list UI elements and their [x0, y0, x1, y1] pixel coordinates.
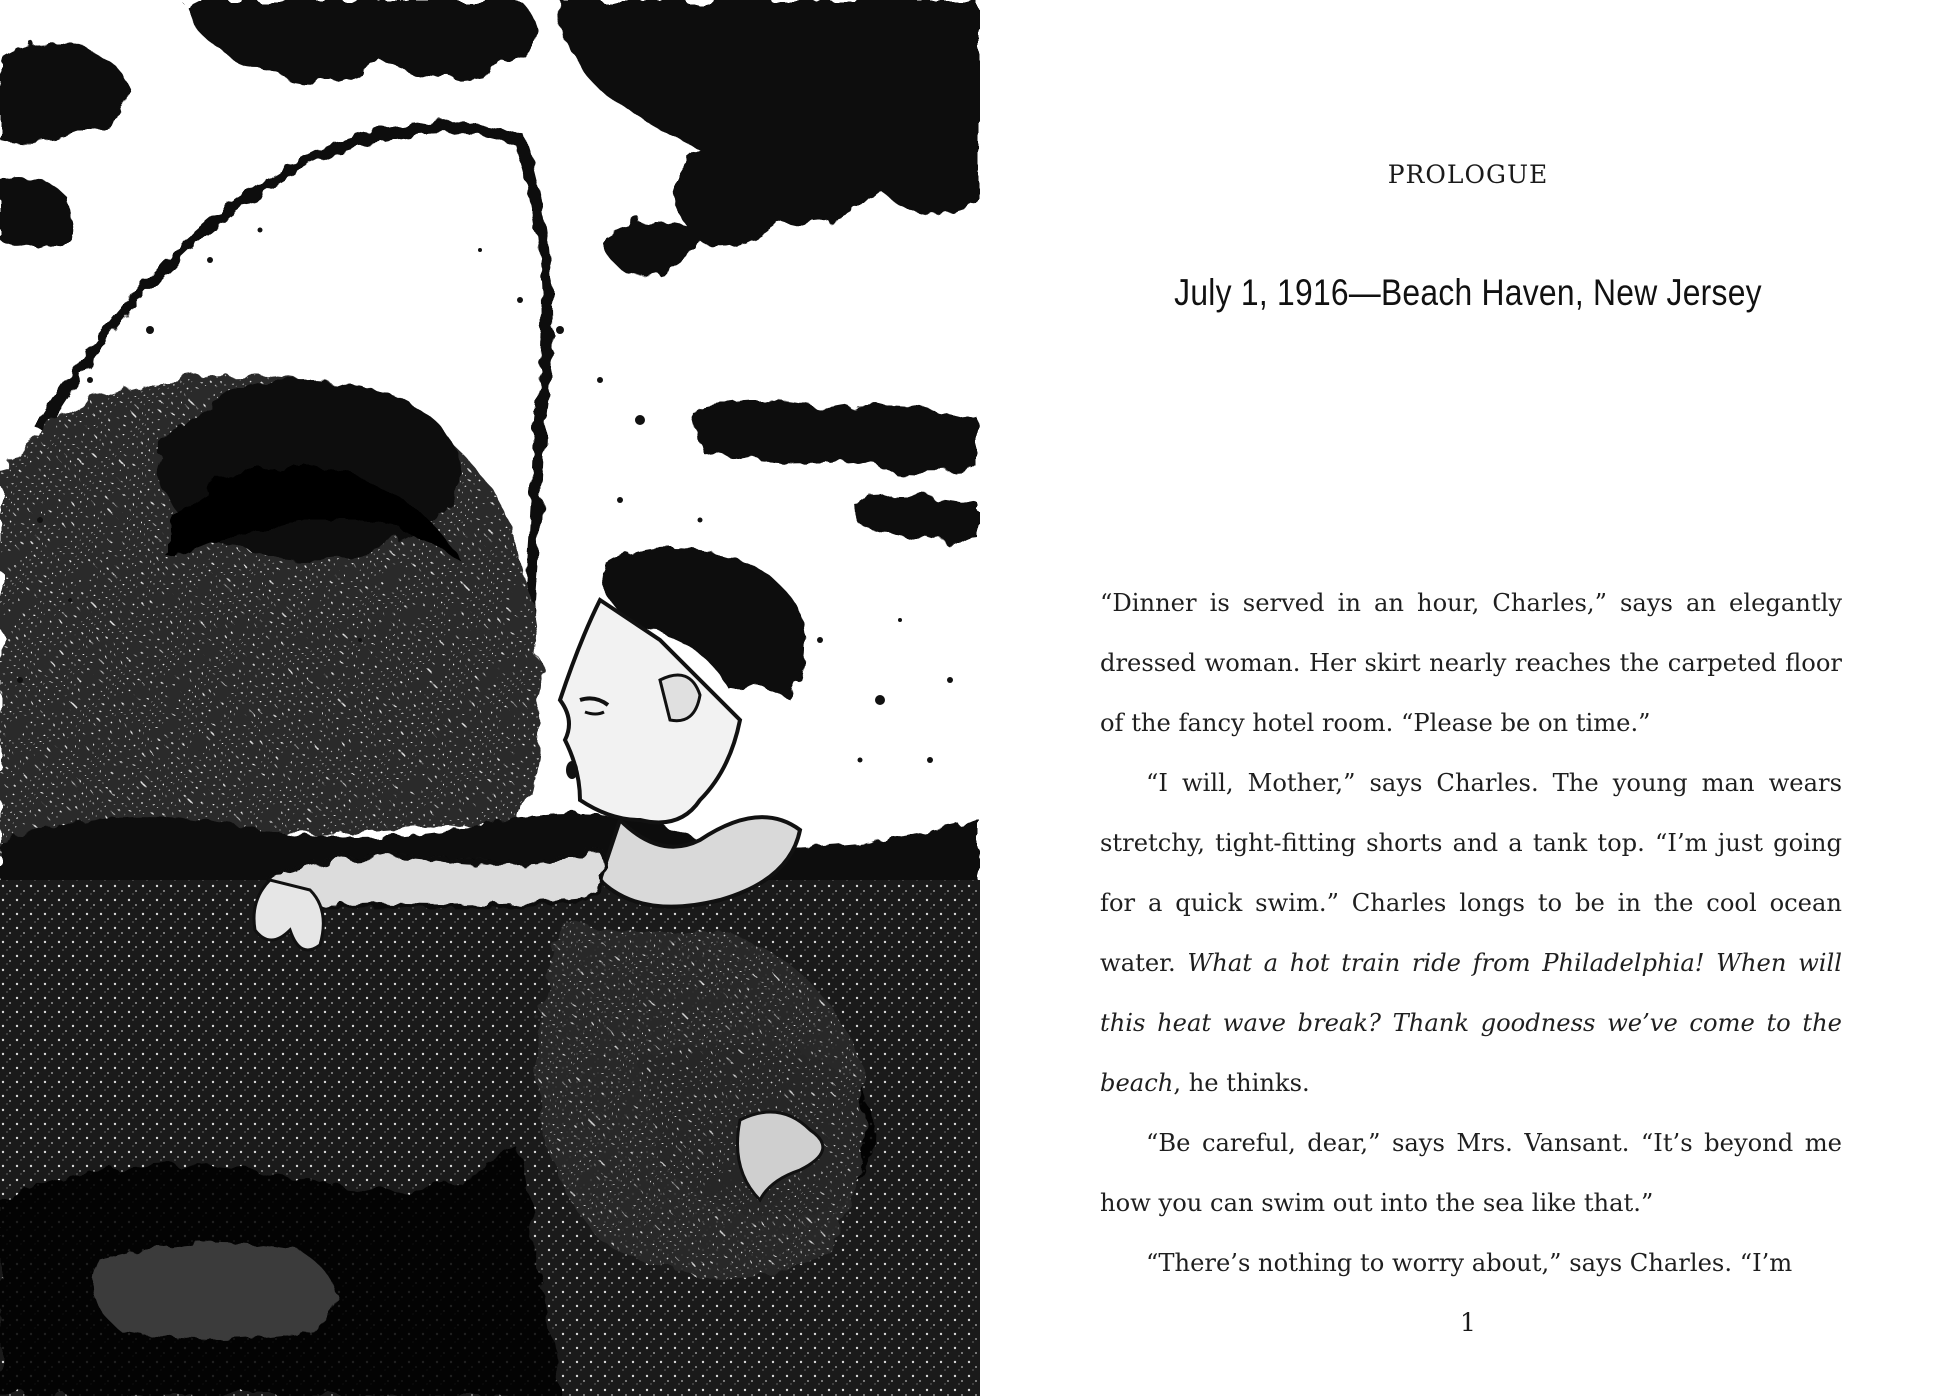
paragraph-3-text: “Be careful, dear,” says Mrs. Vansant. “It’s beyond me how you can swim out into the sea like that.”: [1100, 1129, 1842, 1217]
paragraph-2-italic-thought: What a hot train ride from Philadelphia! When will this heat wave break? Thank goodness we’ve come to the beach: [1100, 949, 1842, 1097]
paragraph-2-text: “I will, Mother,” says Charles. The young man wears stretchy, tight-fitting shorts and a tank top. “I’m just going for a quick swim.” Charles longs to be in the cool ocean water.: [1100, 769, 1842, 977]
body-text: [1100, 573, 1842, 1293]
page-number: 1: [1460, 1308, 1476, 1337]
paragraph-3: [1100, 1113, 1842, 1233]
paragraph-2-tail: , he thinks.: [1173, 1069, 1310, 1097]
text-page: [980, 0, 1956, 1396]
paragraph-4-text: “There’s nothing to worry about,” says Charles. “I’m: [1146, 1249, 1793, 1277]
paragraph-1-text: “Dinner is served in an hour, Charles,” says an elegantly dressed woman. Her skirt nearly reaches the carpeted floor of the fancy hotel room. “Please be on time.”: [1100, 589, 1842, 737]
section-label: PROLOGUE: [1387, 160, 1549, 189]
paragraph-4: [1100, 1233, 1842, 1293]
paragraph-2: [1100, 753, 1842, 1113]
paragraph-1: [1100, 573, 1842, 753]
chapter-heading: July 1, 1916—Beach Haven, New Jersey: [1174, 272, 1762, 313]
